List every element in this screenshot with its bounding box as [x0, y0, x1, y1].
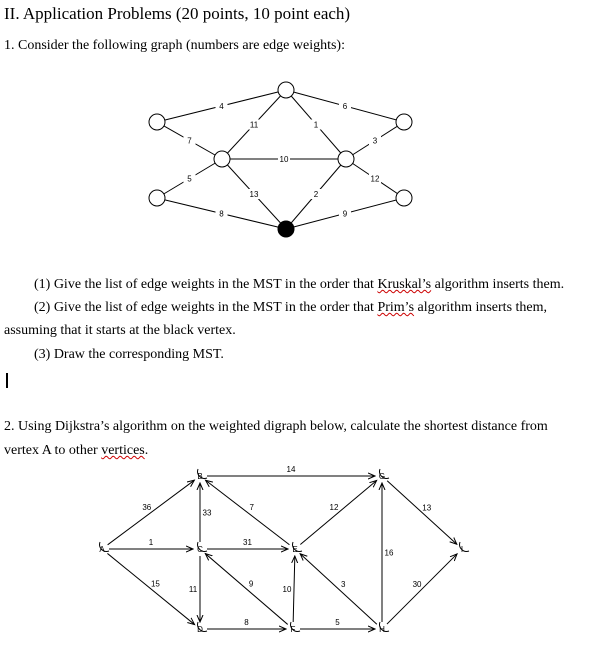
edge-weight-label: 2: [313, 190, 319, 199]
edge-weight-H-I: 30: [412, 580, 422, 590]
edge-weight-F-C: 9: [248, 579, 254, 589]
vertex-G-label: G: [378, 472, 386, 481]
vertex-top: [278, 82, 294, 98]
vertex-mid-left: [214, 151, 230, 167]
edge-weight-label: 5: [187, 174, 192, 184]
q1-item-2: (2) Give the list of edge weights in the MST in the order that Prim’s algorithm inserts them,: [34, 300, 548, 315]
section-title: II. Application Problems (20 points, 10 point each): [4, 4, 351, 23]
vertex-mid-right: [338, 151, 354, 167]
edge-weight-label: 11: [249, 120, 259, 130]
vertex-left-top: [149, 114, 165, 130]
edge-weight-C-B: 33: [202, 508, 212, 518]
edge-H-E: [300, 554, 377, 625]
edge-weight-D-F: 8: [244, 618, 249, 627]
vertex-I-label: I: [460, 545, 464, 554]
edge-weight-label: 8: [219, 209, 224, 219]
edge-weight-label: 10: [279, 155, 289, 164]
text-cursor: [6, 373, 8, 388]
edge-weight-C-D: 11: [188, 585, 198, 594]
vertex-A-label: A: [99, 545, 105, 554]
edge-weight-label: 7: [187, 136, 192, 146]
q2-prompt: 2. Using Dijkstra’s algorithm on the weighted digraph below, calculate the shortest distance from: [4, 419, 548, 434]
edge-weight-A-D: 15: [150, 579, 160, 589]
edge-weight-A-C: 1: [148, 538, 154, 547]
edge-H-I: [387, 554, 457, 624]
edge-weight-B-G: 14: [286, 465, 296, 474]
edge-weight-label: 3: [372, 136, 378, 146]
edge-weight-A-B: 36: [142, 502, 152, 512]
edge-weight-label: 13: [249, 190, 259, 199]
start-vertex-black: [278, 221, 294, 237]
edge-G-I: [387, 481, 457, 545]
edge-F-E: [293, 556, 295, 622]
vertex-E-label: E: [292, 545, 298, 554]
q1-item-3: (3) Draw the corresponding MST.: [34, 347, 224, 362]
edge-weight-label: 12: [370, 174, 380, 184]
q2-prompt-line2: vertex A to other vertices.: [4, 443, 149, 458]
edge-E-G: [300, 480, 376, 544]
edge-E-B: [206, 480, 290, 544]
vertex-bottom-left: [149, 190, 165, 206]
edge-weight-H-G: 16: [384, 548, 394, 558]
edge-weight-E-G: 12: [329, 503, 339, 513]
edge-weight-G-I: 13: [422, 503, 432, 513]
edge-A-B: [108, 480, 195, 545]
edge-F-C: [205, 554, 287, 625]
edge-weight-label: 1: [313, 120, 319, 130]
edge-weight-C-E: 31: [243, 538, 252, 547]
vertex-B-label: B: [197, 472, 203, 481]
vertex-bottom-right: [396, 190, 412, 206]
edge-weight-label: 4: [219, 102, 224, 111]
edge-A-D: [107, 553, 194, 624]
vertex-F-label: F: [290, 625, 296, 634]
vertex-C-label: C: [197, 545, 203, 554]
q1-item-1: (1) Give the list of edge weights in the MST in the order that Kruskal’s algorithm inserts them.: [34, 277, 565, 292]
q1-item-2-continuation: assuming that it starts at the black vertex.: [4, 323, 236, 338]
vertex-right-top: [396, 114, 412, 130]
edge-weight-H-E: 3: [341, 579, 346, 589]
vertex-H-label: H: [379, 625, 385, 634]
q1-prompt: 1. Consider the following graph (numbers are edge weights):: [4, 38, 345, 53]
edge-weight-E-B: 7: [249, 502, 254, 512]
edge-weight-label: 6: [342, 102, 348, 111]
vertex-D-label: D: [197, 625, 203, 634]
edge-weight-label: 9: [342, 209, 348, 219]
edge-weight-F-E: 10: [282, 584, 292, 594]
edge-weight-F-H: 5: [335, 618, 340, 627]
